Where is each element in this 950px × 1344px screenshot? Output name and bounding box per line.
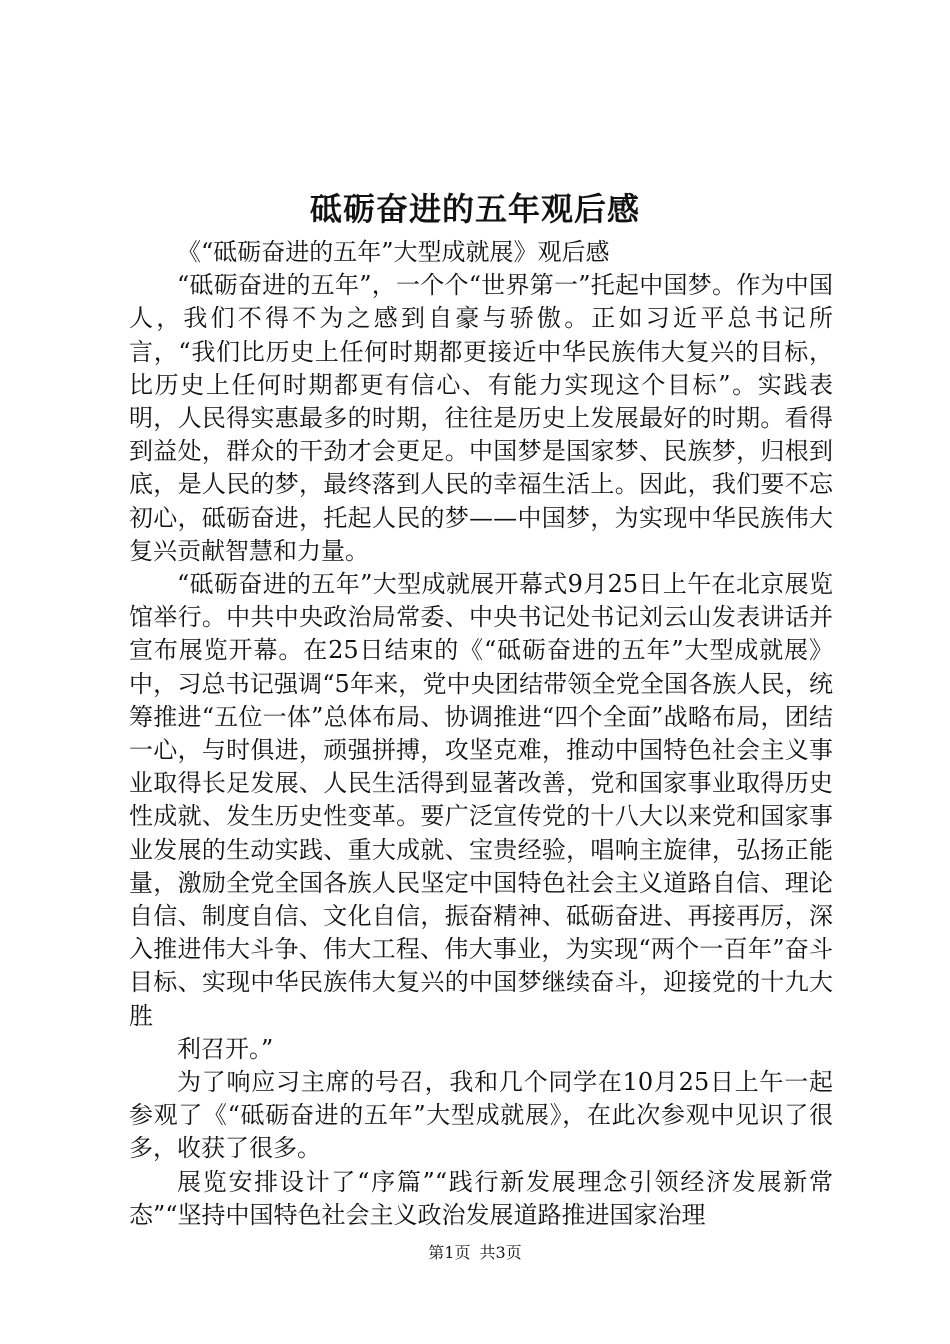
page-footer bbox=[0, 1241, 950, 1265]
paragraph-subtitle: 《“砥砺奋进的五年”大型成就展》观后感 bbox=[177, 238, 610, 266]
paragraph-exhibition-layout: 展览安排设计了“序篇”“践行新发展理念引领经济发展新常态”“坚持中国特色社会主义政治发展道路推进国家治理 bbox=[129, 1167, 833, 1229]
page-total: 共3页 bbox=[479, 1243, 522, 1262]
document-title: 砥砺奋进的五年观后感 bbox=[309, 190, 640, 228]
page-number: 第1页 bbox=[428, 1243, 471, 1262]
document-body bbox=[129, 236, 833, 1232]
paragraph-intro: “砥砺奋进的五年”，一个个“世界第一”托起中国梦。作为中国人，我们不得不为之感到自豪与骄傲。正如习近平总书记所言，“我们比历史上任何时期都更接近中华民族伟大复兴的目标，比历史上任何时期都更有信心、有能力实现这个目标”。实践表明，人民得实惠最多的时期，往往是历史上发展最好的时期。看得到益处，群众的干劲才会更足。中国梦是国家梦、民族梦，归根到底，是人民的梦，最终落到人民的幸福生活上。因此，我们要不忘初心，砥砺奋进，托起人民的梦——中国梦，为实现中华民族伟大复兴贡献智慧和力量。 bbox=[129, 271, 833, 565]
paragraph-exhibition-opening: “砥砺奋进的五年”大型成就展开幕式9月25日上午在北京展览馆举行。中共中央政治局常委、中央书记处书记刘云山发表讲话并宣布展览开幕。在25日结束的《“砥砺奋进的五年”大型成就展》中，习总书记强调“5年来，党中央团结带领全党全国各族人民，统筹推进“五位一体”总体布局、协调推进“四个全面”战略布局，团结一心，与时俱进，顽强拼搏，攻坚克难，推动中国特色社会主义事业取得长足发展、人民生活得到显著改善，党和国家事业取得历史性成就、发生历史性变革。要广泛宣传党的十八大以来党和国家事业发展的生动实践、重大成就、宝贵经验，唱响主旋律，弘扬正能量，激励全党全国各族人民坚定中国特色社会主义道路自信、理论自信、制度自信、文化自信，振奋精神、砥砺奋进、再接再厉，深入推进伟大斗争、伟大工程、伟大事业，为实现“两个一百年”奋斗目标、实现中华民族伟大复兴的中国梦继续奋斗，迎接党的十九大胜 bbox=[129, 570, 833, 1030]
paragraph-visit: 为了响应习主席的号召，我和几个同学在10月25日上午一起参观了《“砥砺奋进的五年”大型成就展》，在此次参观中见识了很多，收获了很多。 bbox=[129, 1068, 833, 1163]
paragraph-continuation: 利召开。” bbox=[177, 1034, 274, 1063]
